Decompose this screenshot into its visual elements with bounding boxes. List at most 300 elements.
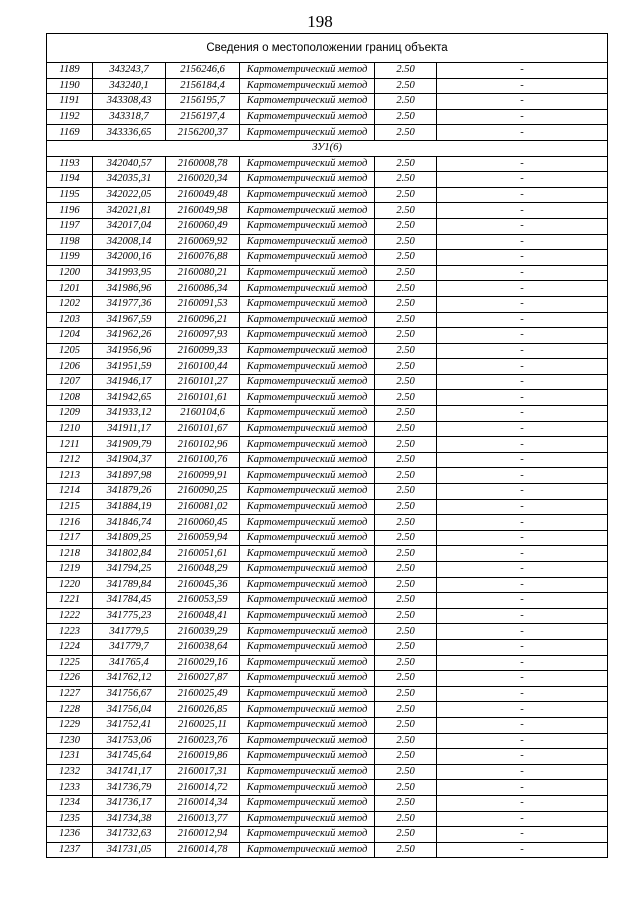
description-cell: - [437, 94, 608, 110]
point-number-cell: 1225 [47, 655, 93, 671]
method-cell: Картометрический метод [240, 655, 375, 671]
description-cell: - [437, 499, 608, 515]
x-coordinate-cell: 343336,65 [93, 125, 166, 141]
x-coordinate-cell: 341736,79 [93, 780, 166, 796]
coordinates-table [46, 33, 608, 858]
y-coordinate-cell: 2160060,49 [166, 218, 240, 234]
y-coordinate-cell: 2156197,4 [166, 109, 240, 125]
accuracy-cell: 2.50 [375, 811, 437, 827]
y-coordinate-cell: 2160023,76 [166, 733, 240, 749]
y-coordinate-cell: 2160014,34 [166, 795, 240, 811]
point-number-cell: 1190 [47, 78, 93, 94]
method-cell: Картометрический метод [240, 203, 375, 219]
description-cell: - [437, 546, 608, 562]
method-cell: Картометрический метод [240, 374, 375, 390]
x-coordinate-cell: 341794,25 [93, 562, 166, 578]
point-number-cell: 1202 [47, 296, 93, 312]
point-number-cell: 1197 [47, 218, 93, 234]
y-coordinate-cell: 2160086,34 [166, 281, 240, 297]
point-number-cell: 1206 [47, 359, 93, 375]
method-cell: Картометрический метод [240, 530, 375, 546]
table-row [47, 406, 608, 422]
method-cell: Картометрический метод [240, 94, 375, 110]
accuracy-cell: 2.50 [375, 499, 437, 515]
y-coordinate-cell: 2156200,37 [166, 125, 240, 141]
x-coordinate-cell: 341752,41 [93, 717, 166, 733]
description-cell: - [437, 250, 608, 266]
x-coordinate-cell: 341846,74 [93, 515, 166, 531]
x-coordinate-cell: 341775,23 [93, 608, 166, 624]
accuracy-cell: 2.50 [375, 172, 437, 188]
x-coordinate-cell: 341779,7 [93, 639, 166, 655]
method-cell: Картометрический метод [240, 234, 375, 250]
table-row [47, 187, 608, 203]
accuracy-cell: 2.50 [375, 764, 437, 780]
x-coordinate-cell: 341904,37 [93, 452, 166, 468]
point-number-cell: 1233 [47, 780, 93, 796]
x-coordinate-cell: 343243,7 [93, 63, 166, 79]
accuracy-cell: 2.50 [375, 359, 437, 375]
x-coordinate-cell: 342017,04 [93, 218, 166, 234]
method-cell: Картометрический метод [240, 187, 375, 203]
x-coordinate-cell: 341977,36 [93, 296, 166, 312]
table-title-row [47, 34, 608, 63]
accuracy-cell: 2.50 [375, 686, 437, 702]
accuracy-cell: 2.50 [375, 484, 437, 500]
x-coordinate-cell: 341967,59 [93, 312, 166, 328]
table-row [47, 94, 608, 110]
x-coordinate-cell: 341762,12 [93, 671, 166, 687]
table-title: Сведения о местоположении границ объекта [47, 34, 608, 63]
method-cell: Картометрический метод [240, 343, 375, 359]
point-number-cell: 1217 [47, 530, 93, 546]
table-row [47, 452, 608, 468]
accuracy-cell: 2.50 [375, 125, 437, 141]
coordinates-table-body [47, 34, 608, 858]
table-row [47, 827, 608, 843]
accuracy-cell: 2.50 [375, 437, 437, 453]
y-coordinate-cell: 2160025,11 [166, 717, 240, 733]
accuracy-cell: 2.50 [375, 515, 437, 531]
y-coordinate-cell: 2160049,98 [166, 203, 240, 219]
accuracy-cell: 2.50 [375, 530, 437, 546]
method-cell: Картометрический метод [240, 63, 375, 79]
y-coordinate-cell: 2160017,31 [166, 764, 240, 780]
accuracy-cell: 2.50 [375, 452, 437, 468]
accuracy-cell: 2.50 [375, 94, 437, 110]
y-coordinate-cell: 2160014,72 [166, 780, 240, 796]
accuracy-cell: 2.50 [375, 546, 437, 562]
page-number: 198 [307, 12, 333, 31]
method-cell: Картометрический метод [240, 624, 375, 640]
y-coordinate-cell: 2160008,78 [166, 156, 240, 172]
point-number-cell: 1218 [47, 546, 93, 562]
description-cell: - [437, 218, 608, 234]
description-cell: - [437, 795, 608, 811]
description-cell: - [437, 686, 608, 702]
description-cell: - [437, 406, 608, 422]
y-coordinate-cell: 2160069,92 [166, 234, 240, 250]
x-coordinate-cell: 341756,67 [93, 686, 166, 702]
method-cell: Картометрический метод [240, 717, 375, 733]
accuracy-cell: 2.50 [375, 717, 437, 733]
point-number-cell: 1234 [47, 795, 93, 811]
y-coordinate-cell: 2160099,33 [166, 343, 240, 359]
y-coordinate-cell: 2160100,44 [166, 359, 240, 375]
point-number-cell: 1229 [47, 717, 93, 733]
method-cell: Картометрический метод [240, 749, 375, 765]
method-cell: Картометрический метод [240, 608, 375, 624]
method-cell: Картометрический метод [240, 795, 375, 811]
table-row [47, 686, 608, 702]
method-cell: Картометрический метод [240, 577, 375, 593]
description-cell: - [437, 343, 608, 359]
method-cell: Картометрический метод [240, 218, 375, 234]
method-cell: Картометрический метод [240, 452, 375, 468]
accuracy-cell: 2.50 [375, 593, 437, 609]
y-coordinate-cell: 2160081,02 [166, 499, 240, 515]
description-cell: - [437, 780, 608, 796]
description-cell: - [437, 639, 608, 655]
y-coordinate-cell: 2160091,53 [166, 296, 240, 312]
point-number-cell: 1213 [47, 468, 93, 484]
table-row [47, 842, 608, 858]
accuracy-cell: 2.50 [375, 780, 437, 796]
method-cell: Картометрический метод [240, 593, 375, 609]
accuracy-cell: 2.50 [375, 203, 437, 219]
table-row [47, 624, 608, 640]
x-coordinate-cell: 341951,59 [93, 359, 166, 375]
table-row [47, 639, 608, 655]
point-number-cell: 1169 [47, 125, 93, 141]
method-cell: Картометрический метод [240, 733, 375, 749]
point-number-cell: 1219 [47, 562, 93, 578]
y-coordinate-cell: 2160049,48 [166, 187, 240, 203]
table-row [47, 234, 608, 250]
x-coordinate-cell: 341879,26 [93, 484, 166, 500]
y-coordinate-cell: 2160014,78 [166, 842, 240, 858]
point-number-cell: 1200 [47, 265, 93, 281]
table-row [47, 515, 608, 531]
y-coordinate-cell: 2160096,21 [166, 312, 240, 328]
point-number-cell: 1189 [47, 63, 93, 79]
point-number-cell: 1207 [47, 374, 93, 390]
description-cell: - [437, 515, 608, 531]
table-row [47, 484, 608, 500]
table-row [47, 671, 608, 687]
x-coordinate-cell: 341745,64 [93, 749, 166, 765]
y-coordinate-cell: 2160012,94 [166, 827, 240, 843]
description-cell: - [437, 109, 608, 125]
method-cell: Картометрический метод [240, 842, 375, 858]
x-coordinate-cell: 341909,79 [93, 437, 166, 453]
table-row [47, 577, 608, 593]
x-coordinate-cell: 341732,63 [93, 827, 166, 843]
accuracy-cell: 2.50 [375, 733, 437, 749]
method-cell: Картометрический метод [240, 546, 375, 562]
x-coordinate-cell: 341765,4 [93, 655, 166, 671]
y-coordinate-cell: 2156184,4 [166, 78, 240, 94]
accuracy-cell: 2.50 [375, 639, 437, 655]
x-coordinate-cell: 341933,12 [93, 406, 166, 422]
table-row [47, 125, 608, 141]
accuracy-cell: 2.50 [375, 218, 437, 234]
accuracy-cell: 2.50 [375, 328, 437, 344]
y-coordinate-cell: 2160019,86 [166, 749, 240, 765]
method-cell: Картометрический метод [240, 484, 375, 500]
description-cell: - [437, 359, 608, 375]
y-coordinate-cell: 2160090,25 [166, 484, 240, 500]
x-coordinate-cell: 343308,43 [93, 94, 166, 110]
method-cell: Картометрический метод [240, 390, 375, 406]
y-coordinate-cell: 2160099,91 [166, 468, 240, 484]
accuracy-cell: 2.50 [375, 187, 437, 203]
table-row [47, 468, 608, 484]
y-coordinate-cell: 2160026,85 [166, 702, 240, 718]
x-coordinate-cell: 341741,17 [93, 764, 166, 780]
method-cell: Картометрический метод [240, 421, 375, 437]
y-coordinate-cell: 2160076,88 [166, 250, 240, 266]
y-coordinate-cell: 2160101,67 [166, 421, 240, 437]
table-row [47, 63, 608, 79]
method-cell: Картометрический метод [240, 562, 375, 578]
description-cell: - [437, 187, 608, 203]
description-cell: - [437, 78, 608, 94]
method-cell: Картометрический метод [240, 468, 375, 484]
accuracy-cell: 2.50 [375, 109, 437, 125]
point-number-cell: 1221 [47, 593, 93, 609]
table-row [47, 608, 608, 624]
section-row [47, 140, 608, 156]
description-cell: - [437, 764, 608, 780]
point-number-cell: 1204 [47, 328, 93, 344]
description-cell: - [437, 749, 608, 765]
point-number-cell: 1220 [47, 577, 93, 593]
table-row [47, 717, 608, 733]
description-cell: - [437, 842, 608, 858]
table-row [47, 250, 608, 266]
y-coordinate-cell: 2160101,27 [166, 374, 240, 390]
table-row [47, 296, 608, 312]
point-number-cell: 1215 [47, 499, 93, 515]
point-number-cell: 1201 [47, 281, 93, 297]
accuracy-cell: 2.50 [375, 234, 437, 250]
description-cell: - [437, 733, 608, 749]
method-cell: Картометрический метод [240, 515, 375, 531]
description-cell: - [437, 811, 608, 827]
method-cell: Картометрический метод [240, 109, 375, 125]
y-coordinate-cell: 2160053,59 [166, 593, 240, 609]
x-coordinate-cell: 341993,95 [93, 265, 166, 281]
x-coordinate-cell: 341753,06 [93, 733, 166, 749]
point-number-cell: 1236 [47, 827, 93, 843]
accuracy-cell: 2.50 [375, 78, 437, 94]
description-cell: - [437, 203, 608, 219]
table-row [47, 702, 608, 718]
point-number-cell: 1198 [47, 234, 93, 250]
table-row [47, 312, 608, 328]
y-coordinate-cell: 2160059,94 [166, 530, 240, 546]
table-row [47, 390, 608, 406]
table-row [47, 156, 608, 172]
table-row [47, 733, 608, 749]
table-row [47, 203, 608, 219]
point-number-cell: 1193 [47, 156, 93, 172]
x-coordinate-cell: 342000,16 [93, 250, 166, 266]
description-cell: - [437, 468, 608, 484]
table-row [47, 109, 608, 125]
description-cell: - [437, 125, 608, 141]
method-cell: Картометрический метод [240, 312, 375, 328]
x-coordinate-cell: 341986,96 [93, 281, 166, 297]
y-coordinate-cell: 2160100,76 [166, 452, 240, 468]
x-coordinate-cell: 341731,05 [93, 842, 166, 858]
y-coordinate-cell: 2156195,7 [166, 94, 240, 110]
x-coordinate-cell: 343240,1 [93, 78, 166, 94]
x-coordinate-cell: 341942,65 [93, 390, 166, 406]
description-cell: - [437, 156, 608, 172]
point-number-cell: 1199 [47, 250, 93, 266]
description-cell: - [437, 608, 608, 624]
description-cell: - [437, 265, 608, 281]
point-number-cell: 1208 [47, 390, 93, 406]
x-coordinate-cell: 341946,17 [93, 374, 166, 390]
point-number-cell: 1228 [47, 702, 93, 718]
method-cell: Картометрический метод [240, 406, 375, 422]
point-number-cell: 1203 [47, 312, 93, 328]
point-number-cell: 1222 [47, 608, 93, 624]
accuracy-cell: 2.50 [375, 468, 437, 484]
x-coordinate-cell: 341756,04 [93, 702, 166, 718]
point-number-cell: 1192 [47, 109, 93, 125]
x-coordinate-cell: 341962,26 [93, 328, 166, 344]
accuracy-cell: 2.50 [375, 156, 437, 172]
x-coordinate-cell: 341779,5 [93, 624, 166, 640]
method-cell: Картометрический метод [240, 125, 375, 141]
description-cell: - [437, 530, 608, 546]
description-cell: - [437, 421, 608, 437]
accuracy-cell: 2.50 [375, 842, 437, 858]
x-coordinate-cell: 341897,98 [93, 468, 166, 484]
description-cell: - [437, 374, 608, 390]
accuracy-cell: 2.50 [375, 281, 437, 297]
method-cell: Картометрический метод [240, 328, 375, 344]
description-cell: - [437, 593, 608, 609]
description-cell: - [437, 390, 608, 406]
accuracy-cell: 2.50 [375, 577, 437, 593]
y-coordinate-cell: 2160013,77 [166, 811, 240, 827]
accuracy-cell: 2.50 [375, 374, 437, 390]
y-coordinate-cell: 2160020,34 [166, 172, 240, 188]
method-cell: Картометрический метод [240, 499, 375, 515]
description-cell: - [437, 484, 608, 500]
table-row [47, 593, 608, 609]
accuracy-cell: 2.50 [375, 250, 437, 266]
description-cell: - [437, 437, 608, 453]
section-label: ЗУ1(6) [47, 140, 608, 156]
description-cell: - [437, 702, 608, 718]
accuracy-cell: 2.50 [375, 390, 437, 406]
method-cell: Картометрический метод [240, 811, 375, 827]
point-number-cell: 1210 [47, 421, 93, 437]
point-number-cell: 1209 [47, 406, 93, 422]
x-coordinate-cell: 342035,31 [93, 172, 166, 188]
x-coordinate-cell: 341802,84 [93, 546, 166, 562]
method-cell: Картометрический метод [240, 265, 375, 281]
table-row [47, 437, 608, 453]
accuracy-cell: 2.50 [375, 312, 437, 328]
method-cell: Картометрический метод [240, 281, 375, 297]
table-row [47, 78, 608, 94]
table-row [47, 530, 608, 546]
description-cell: - [437, 624, 608, 640]
point-number-cell: 1212 [47, 452, 93, 468]
point-number-cell: 1214 [47, 484, 93, 500]
y-coordinate-cell: 2160029,16 [166, 655, 240, 671]
y-coordinate-cell: 2160060,45 [166, 515, 240, 531]
table-row [47, 811, 608, 827]
y-coordinate-cell: 2160045,36 [166, 577, 240, 593]
point-number-cell: 1195 [47, 187, 93, 203]
y-coordinate-cell: 2160048,29 [166, 562, 240, 578]
x-coordinate-cell: 341911,17 [93, 421, 166, 437]
description-cell: - [437, 63, 608, 79]
x-coordinate-cell: 341789,84 [93, 577, 166, 593]
y-coordinate-cell: 2160038,64 [166, 639, 240, 655]
point-number-cell: 1230 [47, 733, 93, 749]
x-coordinate-cell: 341784,45 [93, 593, 166, 609]
point-number-cell: 1211 [47, 437, 93, 453]
table-row [47, 359, 608, 375]
accuracy-cell: 2.50 [375, 702, 437, 718]
point-number-cell: 1191 [47, 94, 93, 110]
method-cell: Картометрический метод [240, 639, 375, 655]
accuracy-cell: 2.50 [375, 421, 437, 437]
method-cell: Картометрический метод [240, 827, 375, 843]
x-coordinate-cell: 342008,14 [93, 234, 166, 250]
accuracy-cell: 2.50 [375, 795, 437, 811]
table-row [47, 421, 608, 437]
point-number-cell: 1196 [47, 203, 93, 219]
accuracy-cell: 2.50 [375, 608, 437, 624]
table-row [47, 281, 608, 297]
method-cell: Картометрический метод [240, 702, 375, 718]
x-coordinate-cell: 341809,25 [93, 530, 166, 546]
y-coordinate-cell: 2160025,49 [166, 686, 240, 702]
description-cell: - [437, 717, 608, 733]
point-number-cell: 1232 [47, 764, 93, 780]
description-cell: - [437, 827, 608, 843]
accuracy-cell: 2.50 [375, 671, 437, 687]
point-number-cell: 1237 [47, 842, 93, 858]
table-row [47, 655, 608, 671]
point-number-cell: 1194 [47, 172, 93, 188]
method-cell: Картометрический метод [240, 296, 375, 312]
accuracy-cell: 2.50 [375, 655, 437, 671]
point-number-cell: 1224 [47, 639, 93, 655]
description-cell: - [437, 172, 608, 188]
accuracy-cell: 2.50 [375, 63, 437, 79]
method-cell: Картометрический метод [240, 78, 375, 94]
point-number-cell: 1223 [47, 624, 93, 640]
point-number-cell: 1205 [47, 343, 93, 359]
method-cell: Картометрический метод [240, 686, 375, 702]
y-coordinate-cell: 2160080,21 [166, 265, 240, 281]
accuracy-cell: 2.50 [375, 827, 437, 843]
table-row [47, 218, 608, 234]
table-row [47, 546, 608, 562]
method-cell: Картометрический метод [240, 250, 375, 266]
